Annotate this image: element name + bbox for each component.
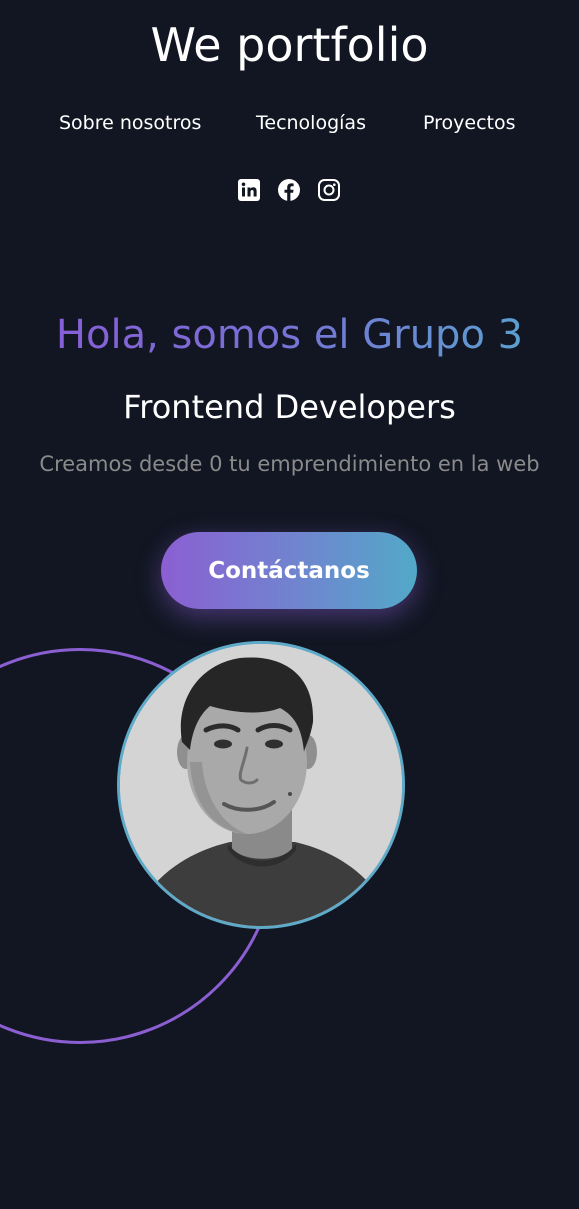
hero-description: Creamos desde 0 tu emprendimiento en la web (39, 452, 540, 476)
nav-link-sobre-nosotros[interactable]: Sobre nosotros (59, 112, 202, 134)
linkedin-icon[interactable] (237, 178, 261, 202)
social-links (236, 178, 346, 204)
nav-link-proyectos[interactable]: Proyectos (423, 112, 516, 134)
nav-link-tecnologias[interactable]: Tecnologías (256, 112, 366, 134)
team-member-photo (120, 644, 402, 926)
instagram-icon[interactable] (317, 178, 341, 202)
facebook-icon[interactable] (277, 178, 301, 202)
site-title: We portfolio (150, 18, 429, 72)
main-nav (0, 112, 579, 140)
hero-heading: Hola, somos el Grupo 3 (0, 312, 579, 358)
avatar (117, 641, 405, 929)
hero-subheading: Frontend Developers (123, 388, 456, 426)
contact-button[interactable]: Contáctanos (161, 532, 417, 609)
